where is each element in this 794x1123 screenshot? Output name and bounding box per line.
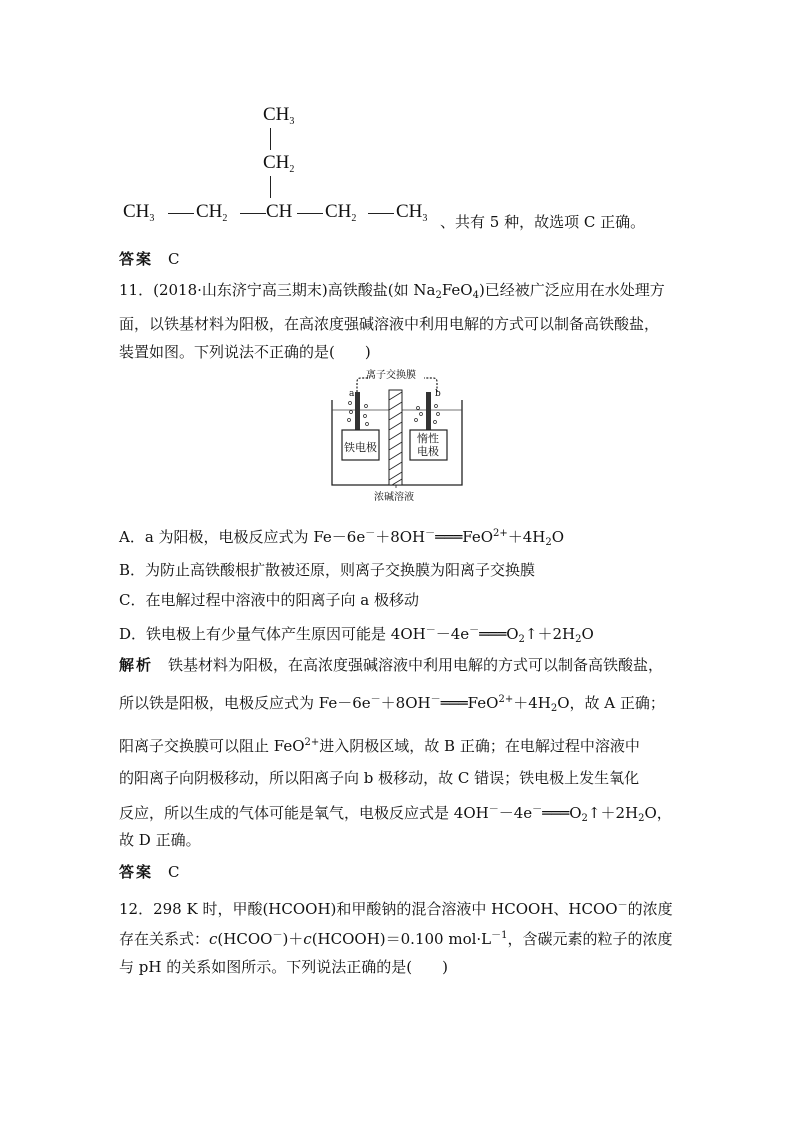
- bond-vertical-1: [270, 128, 271, 150]
- inert-electrode-label-2: 电极: [417, 445, 439, 458]
- q11-line3: 装置如图。下列说法不正确的是( ): [119, 343, 371, 361]
- inert-electrode-label-1: 惰性: [417, 432, 439, 445]
- analysis-line4: 的阳离子向阴极移动，所以阳离子向 b 极移动，故 C 错误；铁电极上发生氧化: [119, 769, 640, 787]
- analysis-line2: 所以铁是阳极，电极反应式为 $Fe-6e^-+8OH^-═══FeO^{2+}+4H_2O$，故 A 正确；: [119, 694, 665, 714]
- chain-ch2-2: $CH_2$: [325, 201, 357, 224]
- answer-value: C: [168, 863, 180, 881]
- analysis-line1: 解析 铁基材料为阳极，在高浓度强碱溶液中利用电解的方式可以制备高铁酸盐，: [119, 656, 664, 674]
- answer-label: 答案: [119, 863, 154, 881]
- chain-ch3-right: $CH_3$: [396, 201, 428, 224]
- chain-ch2-1: $CH_2$: [196, 201, 228, 224]
- option-b: B．为防止高铁酸根扩散被还原，则离子交换膜为阳离子交换膜: [119, 561, 536, 579]
- bond-vertical-2: [270, 176, 271, 198]
- top-ch3: $CH_3$: [263, 104, 295, 127]
- bond-4: [368, 213, 394, 214]
- chain-ch: CH: [266, 201, 293, 222]
- analysis-line6: 故 D 正确。: [119, 831, 201, 849]
- answer-value: C: [168, 250, 180, 268]
- option-a: A．a 为阳极，电极反应式为 $Fe-6e^-+8OH^-═══FeO^{2+}+4H_2O$: [119, 528, 565, 548]
- structure-tail-text: 、共有 5 种，故选项 C 正确。: [440, 213, 646, 231]
- membrane-label: 离子交换膜: [366, 370, 416, 381]
- analysis-line3: 阳离子交换膜可以阻止 FeO$^{2+}$进入阴极区域，故 B 正确；在电解过程中溶液中: [119, 737, 640, 755]
- bond-3: [297, 213, 323, 214]
- q12-line1: 12．298 K 时，甲酸(HCOOH)和甲酸钠的混合溶液中 HCOOH、HCOO－的浓度: [119, 900, 673, 918]
- option-c: C．在电解过程中溶液中的阳离子向 a 极移动: [119, 591, 419, 609]
- q11-line1: 11．(2018·山东济宁高三期末)高铁酸盐(如 $Na_2FeO_4$)已经被广泛应用在水处理方: [119, 281, 665, 301]
- answer-label: 答案: [119, 250, 154, 268]
- answer-10: [119, 249, 180, 269]
- analysis-line5: 反应，所以生成的气体可能是氧气，电极反应式是 $4OH^--4e^-═══O_2↑+2H_2O$，: [119, 804, 672, 824]
- option-d: D．铁电极上有少量气体产生原因可能是 $4OH^--4e^-═══O_2↑+2H_2O$: [119, 625, 594, 645]
- electrode-a-label: a: [349, 389, 355, 399]
- q12-line3: 与 pH 的关系如图所示。下列说法正确的是( ): [119, 958, 448, 976]
- q11-line2: 面，以铁基材料为阳极，在高浓度强碱溶液中利用电解的方式可以制备高铁酸盐，: [119, 315, 660, 333]
- mid-ch2: $CH_2$: [263, 152, 295, 175]
- answer-11: [119, 862, 180, 882]
- bond-2: [240, 213, 266, 214]
- bond-1: [168, 213, 194, 214]
- solution-label: 浓碱溶液: [374, 492, 414, 503]
- chain-ch3-left: $CH_3$: [123, 201, 155, 224]
- electrode-b-label: b: [435, 389, 441, 399]
- iron-electrode-label: 铁电极: [344, 441, 377, 454]
- q12-line2: 存在关系式：c(HCOO－)＋c(HCOOH)＝0.100 $mol\cdot L^{-1}$，含碳元素的粒子的浓度: [119, 930, 673, 948]
- analysis-label: 解析: [119, 656, 154, 674]
- electrolysis-diagram: [330, 370, 464, 505]
